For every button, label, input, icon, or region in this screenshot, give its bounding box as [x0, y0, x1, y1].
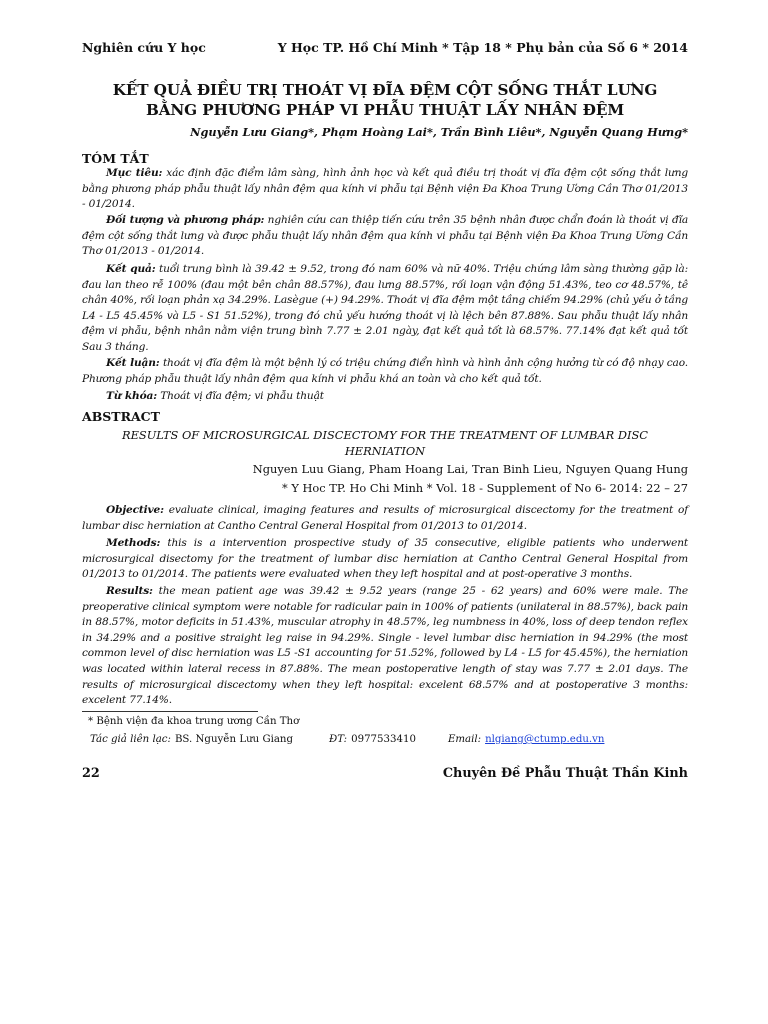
footnote-affiliation: * Bệnh viện đa khoa trung ương Cần Thơ — [88, 716, 300, 727]
running-footer — [82, 766, 688, 781]
english-authors: Nguyen Luu Giang, Pham Hoang Lai, Tran Binh Lieu, Nguyen Quang Hung — [252, 462, 688, 476]
results-text: tuổi trung bình là 39.42 ± 9.52, trong đó nam 60% và nữ 40%. Triệu chứng lâm sàng thường gặp là: đau lan theo rễ 100% (đau một bên chân 88.57%), đau lưng 88.57%, rối loạn vận động 51.43%, teo cơ 48.57%, tê chân 40%, rối loạn phản xạ 34.29%. Lasègue (+) 94.29%. Thoát vị đĩa đệm một tầng chiếm 94.29% (chủ yếu ở tầng L4 - L5 45.45% và L5 - S1 51.52%), trong đó chủ yếu hướng thoát vị là lệch bên 87.88%. Sau phẫu thuật lấy nhân đệm vi phẫu, bệnh nhân nằm viện trung bình 7.77 ± 2.01 ngày, đạt kết quả tốt là 68.57%. 77.14% đạt kết quả tốt Sau 3 tháng. — [82, 263, 688, 353]
footnote-contact — [90, 734, 604, 745]
header-section: Nghiên cứu Y học — [82, 40, 206, 55]
title-line-1: KẾT QUẢ ĐIỀU TRỊ THOÁT VỊ ĐĨA ĐỆM CỘT SỐNG THẮT LƯNG — [112, 81, 658, 99]
conclusion-text: thoát vị đĩa đệm là một bệnh lý có triệu chứng điển hình và hình ảnh cộng hưởng từ có độ nhạy cao. Phương pháp phẫu thuật lấy nhân đệm qua kính vi phẫu khá an toàn và cho kết quả tốt. — [82, 357, 688, 385]
english-title: RESULTS OF MICROSURGICAL DISCECTOMY FOR THE TREATMENT OF LUMBAR DISC HERNIATION — [122, 428, 648, 458]
page — [82, 0, 688, 1024]
phone-number: 0977533410 — [351, 734, 416, 745]
author-list: Nguyễn Lưu Giang*, Phạm Hoàng Lai*, Trần Bình Liêu*, Nguyễn Quang Hưng* — [190, 125, 688, 139]
abstract-results-label: Results: — [106, 585, 153, 597]
objective-text: xác định đặc điểm lâm sàng, hình ảnh học và kết quả điều trị thoát vị đĩa đệm cột sống thắt lưng bằng phương pháp phẫu thuật lấy nhân đệm qua kính vi phẫu tại Bệnh viện Đa Khoa Trung Ương Cần Thơ 01/2013 - 01/2014. — [82, 167, 688, 211]
footer-section: Chuyên Đề Phẫu Thuật Thần Kinh — [442, 766, 688, 781]
email-label: Email: — [447, 734, 482, 745]
citation: * Y Hoc TP. Ho Chi Minh * Vol. 18 - Supplement of No 6- 2014: 22 – 27 — [282, 481, 688, 495]
title-line-2: BẰNG PHƯƠNG PHÁP VI PHẪU THUẬT LẤY NHÂN ĐỆM — [145, 101, 625, 119]
abstract-results — [82, 584, 688, 709]
results-label: Kết quả: — [106, 263, 156, 275]
summary-conclusion — [82, 356, 688, 387]
abstract-results-text: the mean patient age was 39.42 ± 9.52 years (range 25 - 62 years) and 60% were male. The preoperative clinical symptom were notable for radicular pain in 100% of patients (unilateral in 88.57%), back pain in 88.57%, motor deficits in 51.43%, muscular atrophy in 48.57%, leg numbness in 40%, loss of deep tendon reflex in 34.29% and a positive straight leg raise in 94.29%. Single - level lumbar disc herniation in 94.29% (the most common level of disc herniation was L5 -S1 accounting for 51.52%, followed by L4 - L5 for 45.45%), the herniation was located within lateral recess in 87.88%. The mean postoperative length of stay was 7.77 ± 2.01 days. The results of microsurgical discectomy when they left hospital: excelent 68.57% and at postoperative 3 months: excelent 77.14%. — [82, 585, 689, 707]
header-journal: Y Học TP. Hồ Chí Minh * Tập 18 * Phụ bản của Số 6 * 2014 — [277, 40, 688, 55]
phone-label: ĐT: — [329, 734, 348, 745]
keywords-text: Thoát vị đĩa đệm; vi phẫu thuật — [160, 390, 324, 402]
abstract-objective-text: evaluate clinical, imaging features and results of microsurgical discectomy for the treatment of lumbar disc herniation at Cantho Central General Hospital from 01/2013 to 01/2014. — [82, 504, 689, 532]
abstract-methods — [82, 536, 688, 583]
abstract-objective — [82, 503, 688, 534]
abstract-methods-text: this is a intervention prospective study of 35 consecutive, eligible patients who underwent microsurgical disectomy for the treatment of lumbar disc herniation at Cantho Central General Hospital from 01/2013 to 01/2014. The patients were evaluated when they left hospital and at post-operative 3 months. — [82, 537, 688, 581]
abstract-heading: ABSTRACT — [82, 409, 160, 424]
methods-text: nghiên cứu can thiệp tiến cứu trên 35 bệnh nhân được chẩn đoán là thoát vị đĩa đệm cột sống thắt lưng và được phẫu thuật lấy nhân đệm qua kính vi phẫu tại Bệnh viện Đa Khoa Trung Ương Cần Thơ 01/2013 - 01/2014. — [82, 214, 688, 258]
contact-name: BS. Nguyễn Lưu Giang — [174, 734, 294, 745]
email-link[interactable]: nlgiang@ctump.edu.vn — [485, 734, 605, 745]
summary-keywords — [82, 389, 688, 405]
article-title — [82, 80, 688, 120]
objective-label: Mục tiêu: — [106, 167, 163, 179]
contact-label: Tác giả liên lạc: — [90, 734, 171, 745]
summary-heading: TÓM TẮT — [82, 151, 149, 166]
page-number: 22 — [82, 766, 100, 781]
summary-methods — [82, 213, 688, 260]
abstract-methods-label: Methods: — [106, 537, 161, 549]
keywords-label: Từ khóa: — [106, 390, 157, 402]
summary-objective — [82, 166, 688, 213]
conclusion-label: Kết luận: — [106, 357, 160, 369]
methods-label: Đối tượng và phương pháp: — [106, 214, 265, 226]
abstract-objective-label: Objective: — [106, 504, 164, 516]
summary-results — [82, 262, 688, 356]
footnote-divider — [82, 711, 258, 712]
running-header — [82, 40, 688, 55]
